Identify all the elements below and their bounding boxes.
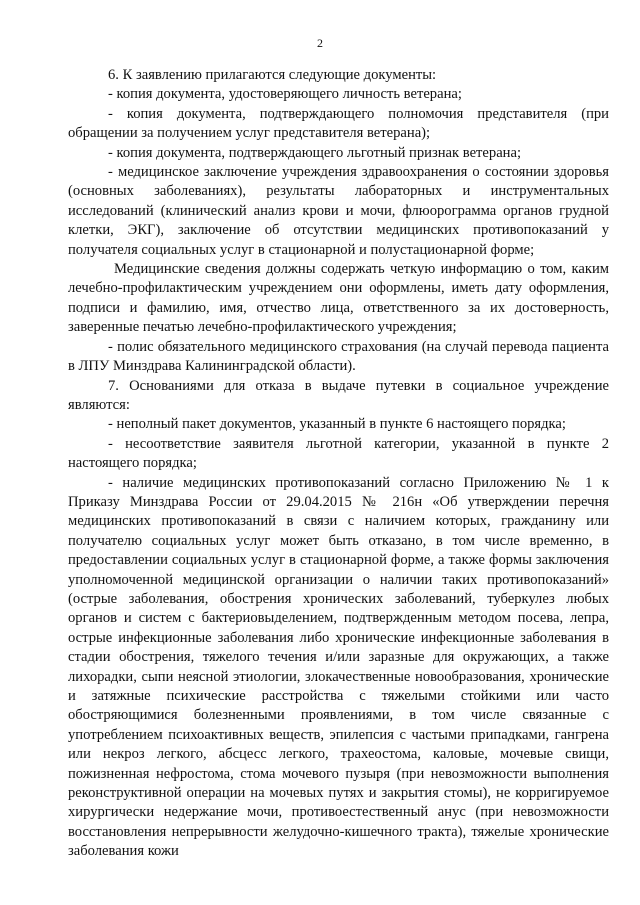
refusal-category-mismatch: - несоответствие заявителя льготной категории, указанной в пункте 2 настоящего порядка;: [68, 435, 609, 472]
list-item-identity-document: - копия документа, удостоверяющего личность ветерана;: [108, 86, 462, 103]
section-7-heading: 7. Основаниями для отказа в выдаче путевки в социальное учреждение являются:: [68, 377, 609, 413]
list-item-representative-document: - копия документа, подтверждающего полномочия представителя (при обращении за получением услуг представителя ветерана);: [68, 105, 609, 142]
refusal-incomplete-documents: - неполный пакет документов, указанный в пункте 6 настоящего порядка;: [108, 416, 566, 433]
medical-info-requirements: Медицинские сведения должны содержать четкую информацию о том, каким лечебно-профилактическим учреждением они оформлены, иметь дату оформления, подписи и фамилию, имя, отчество лица, ответственного за их достоверность, заверенные печатью лечебно-профилактического учреждения;: [68, 261, 609, 336]
refusal-medical-contraindications: - наличие медицинских противопоказаний согласно Приложению № 1 к Приказу Минздрава России от 29.04.2015 № 216н «Об утверждении перечня медицинских противопоказаний в связи с наличием которых, гражданину или получателю социальных услуг может быть отказано, в том числе временно, в предоставлении социальных услуг в стационарной форме, а также формы заключения уполномоченной медицинской организации о наличии таких противопоказаний» (острые заболевания, обострения хронических заболеваний, туберкулез любых органов и систем с бактериовыделением, подтвержденным методом посева, лепра, острые инфекционные заболевания либо хронические инфекционные заболевания в стадии обострения, тяжелого течения и/или заразные для окружающих, а также лихорадки, сыпи неясной этиологии, злокачественные новообразования, хронические и затяжные психические расстройства с тяжелыми стойкими или часто обостряющимися болезненными проявлениями, в том числе связанные с употреблением психоактивных веществ, эпилепсия с частыми припадками, гангрена или некроз легкого, абсцесс легкого, трахеостома, каловые, мочевые свищи, пожизненная нефростома, стома мочевого пузыря (при невозможности выполнения реконструктивной операции на мочевых путях и закрытия стомы), не корригируемое хирургически недержание мочи, противоестественный анус (при невозможности восстановления непрерывности желудочно-кишечного тракта), тяжелые хронические заболевания кожи: [68, 474, 609, 860]
section-6-heading: 6. К заявлению прилагаются следующие документы:: [108, 67, 437, 83]
list-item-benefit-document: - копия документа, подтверждающего льготный признак ветерана;: [108, 144, 522, 161]
document-body: [68, 66, 609, 862]
page-number: 2: [317, 36, 323, 50]
list-item-insurance-policy: - полис обязательного медицинского страхования (на случай перевода пациента в ЛПУ Минздрава Калининградской области).: [68, 338, 609, 375]
list-item-medical-conclusion: - медицинское заключение учреждения здравоохранения о состоянии здоровья (основных заболеваниях), результаты лабораторных и инструментальных исследований (клинический анализ крови и мочи, флюорограмма органов грудной клетки, ЭКГ), заключение об отсутствии медицинских противопоказаний у получателя социальных услуг в стационарной и полустационарной форме;: [68, 164, 609, 258]
